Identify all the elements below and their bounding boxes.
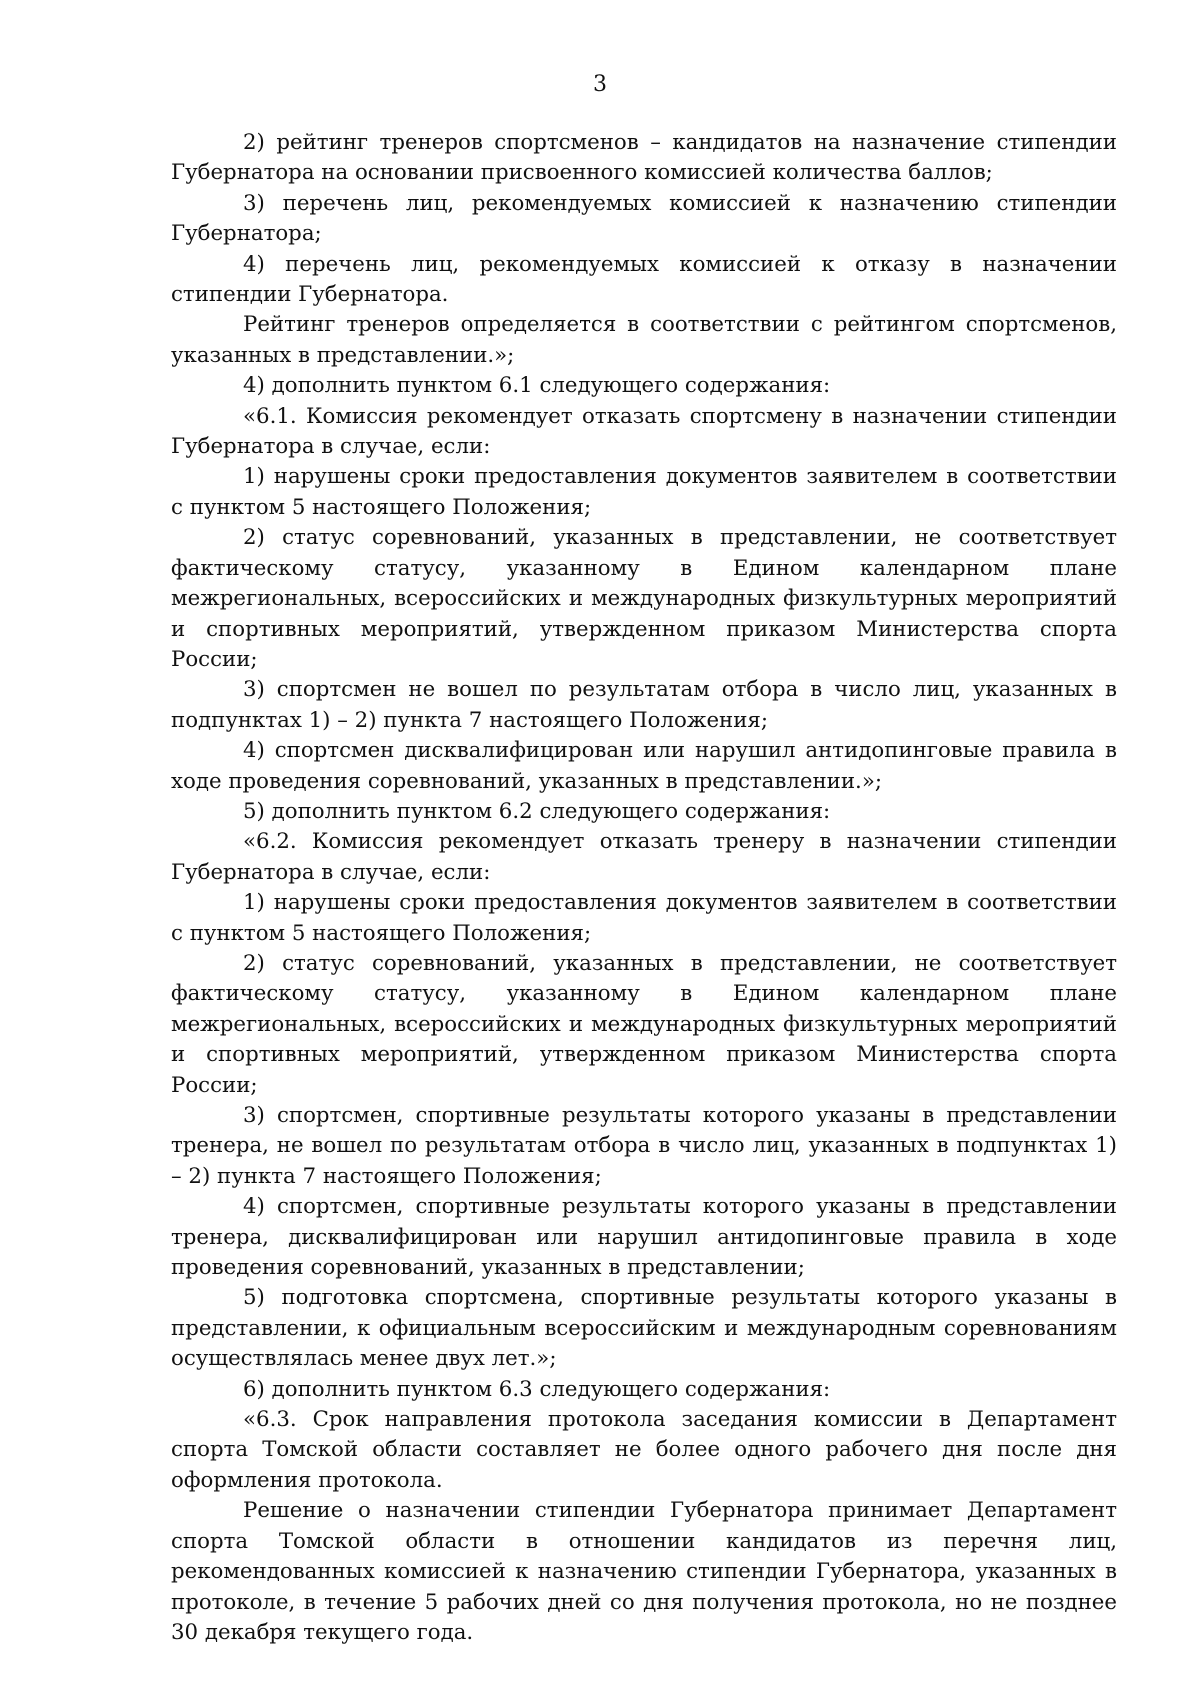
paragraph: 6) дополнить пунктом 6.3 следующего содержания: — [243, 1376, 831, 1402]
paragraph: 3) перечень лиц, рекомендуемых комиссией к назначению стипендии Губернатора; — [171, 190, 1117, 247]
paragraph: 3) спортсмен не вошел по результатам отбора в число лиц, указанных в подпунктах 1) – 2) пункта 7 настоящего Положения; — [171, 677, 1117, 733]
paragraph: «6.1. Комиссия рекомендует отказать спортсмену в назначении стипендии Губернатора в случае, если: — [171, 403, 1117, 460]
paragraph: «6.2. Комиссия рекомендует отказать тренеру в назначении стипендии Губернатора в случае, если: — [171, 829, 1117, 885]
paragraph: 4) дополнить пунктом 6.1 следующего содержания: — [243, 373, 831, 399]
paragraph: Решение о назначении стипендии Губернатора принимает Департамент спорта Томской области в отношении кандидатов из перечня лиц, рекомендованных комиссией к назначению стипендии Губернатора, указанных в протоколе, в течение 5 рабочих дней со дня получения протокола, но не позднее 30 декабря текущего года. — [171, 1498, 1117, 1645]
paragraph: 4) перечень лиц, рекомендуемых комиссией к отказу в назначении стипендии Губернатора. — [171, 251, 1117, 308]
paragraph: 4) спортсмен дисквалифицирован или нарушил антидопинговые правила в ходе проведения соревнований, указанных в представлении.»; — [171, 738, 1117, 794]
paragraph: 2) статус соревнований, указанных в представлении, не соответствует фактическому статусу, указанному в Едином календарном плане межрегиональных, всероссийских и международных физкультурных мероприятий и спортивных мероприятий, утвержденном приказом Министерства спорта России; — [171, 525, 1117, 672]
paragraph: Рейтинг тренеров определяется в соответствии с рейтингом спортсменов, указанных в представлении.»; — [171, 312, 1117, 368]
paragraph: 4) спортсмен, спортивные результаты которого указаны в представлении тренера, дисквалифицирован или нарушил антидопинговые правила в ходе проведения соревнований, указанных в представлении; — [171, 1194, 1117, 1281]
paragraph: 1) нарушены сроки предоставления документов заявителем в соответствии с пунктом 5 настоящего Положения; — [171, 464, 1117, 520]
paragraph: 1) нарушены сроки предоставления документов заявителем в соответствии с пунктом 5 настоящего Положения; — [171, 890, 1117, 946]
document-body — [171, 128, 1117, 1648]
paragraph: 2) рейтинг тренеров спортсменов – кандидатов на назначение стипендии Губернатора на основании присвоенного комиссией количества баллов; — [171, 130, 1117, 186]
paragraph: 5) подготовка спортсмена, спортивные результаты которого указаны в представлении, к официальным всероссийским и международным соревнованиям осуществлялась менее двух лет.»; — [171, 1285, 1117, 1372]
paragraph: 3) спортсмен, спортивные результаты которого указаны в представлении тренера, не вошел по результатам отбора в число лиц, указанных в подпунктах 1) – 2) пункта 7 настоящего Положения; — [171, 1103, 1117, 1189]
paragraph: 5) дополнить пунктом 6.2 следующего содержания: — [243, 798, 831, 824]
page-number: 3 — [593, 72, 607, 97]
paragraph: «6.3. Срок направления протокола заседания комиссии в Департамент спорта Томской области составляет не более одного рабочего дня после дня оформления протокола. — [171, 1407, 1117, 1493]
paragraph: 2) статус соревнований, указанных в представлении, не соответствует фактическому статусу, указанному в Едином календарном плане межрегиональных, всероссийских и международных физкультурных мероприятий и спортивных мероприятий, утвержденном приказом Министерства спорта России; — [171, 950, 1117, 1098]
